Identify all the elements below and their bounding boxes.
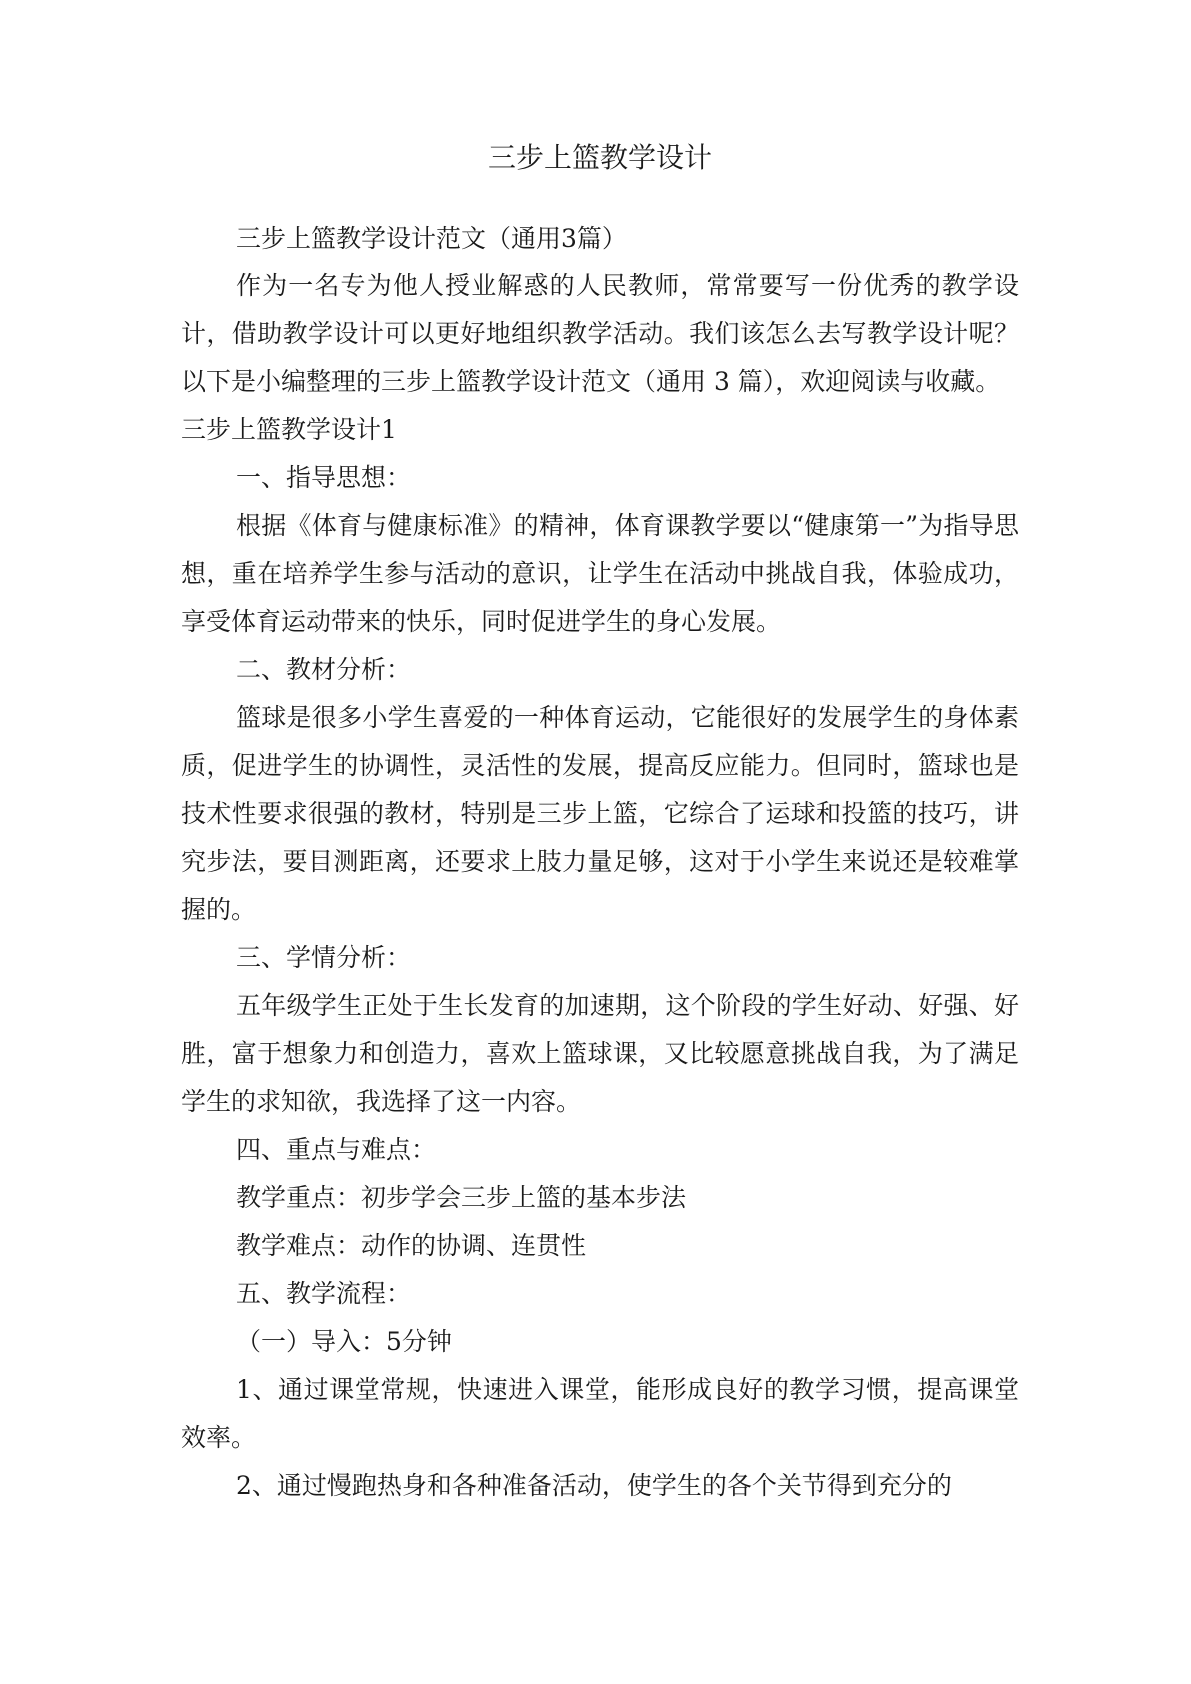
heading-teaching-process: 五、教学流程： <box>236 1279 412 1308</box>
subheading-introduction: （一）导入：5分钟 <box>236 1327 452 1356</box>
heading-student-analysis: 三、学情分析： <box>236 943 412 972</box>
document-title: 三步上篮教学设计 <box>487 141 712 174</box>
heading-guiding-thought: 一、指导思想： <box>236 463 412 492</box>
heading-material-analysis: 二、教材分析： <box>236 655 412 684</box>
paragraph-intro: 作为一名专为他人授业解惑的人民教师，常常要写一份优秀的教学设计，借助教学设计可以更好地组织教学活动。我们该怎么去写教学设计呢？以下是小编整理的三步上篮教学设计范文（通用 3 篇），欢迎阅读与收藏。 <box>181 271 1019 396</box>
paragraph-guiding-thought: 根据《体育与健康标准》的精神，体育课教学要以“健康第一”为指导思想，重在培养学生参与活动的意识，让学生在活动中挑战自我，体验成功，享受体育运动带来的快乐，同时促进学生的身心发展。 <box>181 511 1019 636</box>
paragraph-subtitle: 三步上篮教学设计范文（通用3篇） <box>236 224 627 253</box>
heading-key-points: 四、重点与难点： <box>236 1135 437 1164</box>
document-body <box>181 216 1019 1510</box>
section-heading-design-1: 三步上篮教学设计1 <box>181 415 397 444</box>
paragraph-student-analysis: 五年级学生正处于生长发育的加速期，这个阶段的学生好动、好强、好胜，富于想象力和创造力，喜欢上篮球课，又比较愿意挑战自我，为了满足学生的求知欲，我选择了这一内容。 <box>181 991 1019 1116</box>
paragraph-step-1: 1、通过课堂常规，快速进入课堂，能形成良好的教学习惯，提高课堂效率。 <box>181 1375 1019 1452</box>
paragraph-key-point: 教学重点：初步学会三步上篮的基本步法 <box>236 1183 687 1212</box>
paragraph-difficulty: 教学难点：动作的协调、连贯性 <box>236 1231 587 1260</box>
paragraph-step-2: 2、通过慢跑热身和各种准备活动，使学生的各个关节得到充分的 <box>236 1471 952 1500</box>
paragraph-material-analysis: 篮球是很多小学生喜爱的一种体育运动，它能很好的发展学生的身体素质，促进学生的协调性，灵活性的发展，提高反应能力。但同时，篮球也是技术性要求很强的教材，特别是三步上篮，它综合了运球和投篮的技巧，讲究步法，要目测距离，还要求上肢力量足够，这对于小学生来说还是较难掌握的。 <box>181 703 1019 924</box>
